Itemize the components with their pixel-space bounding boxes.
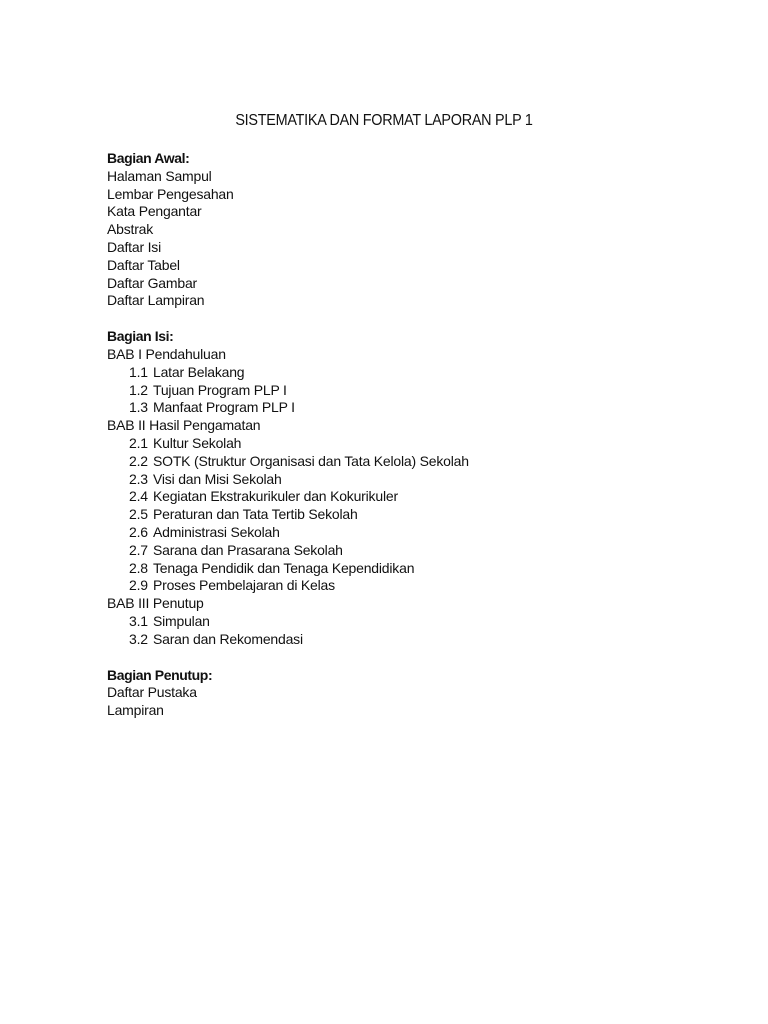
- subsection-item: [107, 382, 667, 400]
- subsection-number: 2.8: [129, 559, 148, 576]
- subsection-item: [107, 488, 667, 506]
- subsection-text: Peraturan dan Tata Tertib Sekolah: [153, 506, 358, 523]
- list-item: Halaman Sampul: [107, 167, 212, 184]
- subsection-item: [107, 453, 667, 471]
- subsection-text: Proses Pembelajaran di Kelas: [153, 577, 335, 594]
- subsection-number: 2.4: [129, 488, 148, 505]
- subsection-number: 1.1: [129, 363, 148, 380]
- subsection-text: SOTK (Struktur Organisasi dan Tata Kelola) Sekolah: [153, 452, 469, 469]
- subsection-item: [107, 560, 667, 578]
- subsection-item: [107, 613, 667, 631]
- subsection-text: Saran dan Rekomendasi: [153, 630, 303, 647]
- subsection-number: 2.7: [129, 541, 148, 558]
- subsection-number: 2.9: [129, 577, 148, 594]
- subsection-text: Latar Belakang: [153, 363, 245, 380]
- subsection-item: [107, 435, 667, 453]
- section-heading: Bagian Isi:: [107, 328, 174, 345]
- subsection-number: 2.5: [129, 506, 148, 523]
- subsection-text: Kultur Sekolah: [153, 434, 242, 451]
- subsection-item: [107, 506, 667, 524]
- subsection-text: Simpulan: [153, 612, 210, 629]
- subsection-item: [107, 577, 667, 595]
- subsection-number: 2.2: [129, 452, 148, 469]
- subsection-text: Sarana dan Prasarana Sekolah: [153, 541, 343, 558]
- subsection-number: 1.3: [129, 399, 148, 416]
- list-item: Daftar Pustaka: [107, 684, 197, 701]
- subsection-text: Visi dan Misi Sekolah: [153, 470, 282, 487]
- section-bagian-penutup: [107, 667, 667, 720]
- subsection-item: [107, 399, 667, 417]
- subsection-number: 1.2: [129, 381, 148, 398]
- section-heading: Bagian Penutup:: [107, 666, 213, 683]
- list-item: Lampiran: [107, 702, 164, 719]
- subsection-text: Kegiatan Ekstrakurikuler dan Kokurikuler: [153, 488, 398, 505]
- subsection-number: 2.1: [129, 434, 148, 451]
- section-bagian-isi: [107, 328, 667, 648]
- subsection-item: [107, 471, 667, 489]
- list-item: Kata Pengantar: [107, 203, 202, 220]
- subsection-item: [107, 524, 667, 542]
- chapter-title: BAB III Penutup: [107, 595, 204, 612]
- subsection-number: 2.6: [129, 523, 148, 540]
- subsection-number: 3.1: [129, 612, 148, 629]
- list-item: Lembar Pengesahan: [107, 185, 234, 202]
- subsection-text: Tenaga Pendidik dan Tenaga Kependidikan: [153, 559, 415, 576]
- subsection-text: Administrasi Sekolah: [153, 523, 280, 540]
- document-title: SISTEMATIKA DAN FORMAT LAPORAN PLP 1: [235, 112, 533, 129]
- list-item: Daftar Tabel: [107, 256, 180, 273]
- list-item: Daftar Gambar: [107, 274, 197, 291]
- subsection-item: [107, 364, 667, 382]
- subsection-number: 2.3: [129, 470, 148, 487]
- section-bagian-awal: [107, 150, 667, 310]
- chapter-title: BAB I Pendahuluan: [107, 345, 226, 362]
- chapter-title: BAB II Hasil Pengamatan: [107, 417, 261, 434]
- subsection-item: [107, 631, 667, 649]
- subsection-item: [107, 542, 667, 560]
- list-item: Abstrak: [107, 221, 154, 238]
- subsection-text: Manfaat Program PLP I: [153, 399, 295, 416]
- document-body: [107, 150, 667, 738]
- list-item: Daftar Lampiran: [107, 292, 205, 309]
- subsection-text: Tujuan Program PLP I: [153, 381, 287, 398]
- section-heading: Bagian Awal:: [107, 150, 190, 166]
- subsection-number: 3.2: [129, 630, 148, 647]
- list-item: Daftar Isi: [107, 238, 162, 255]
